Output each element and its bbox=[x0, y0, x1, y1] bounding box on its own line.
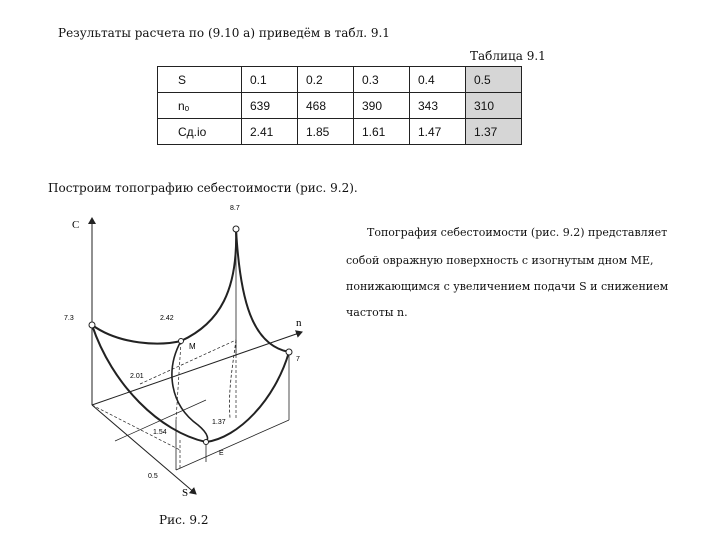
cost-topography-figure bbox=[60, 195, 320, 510]
label-1-37: 1.37 bbox=[212, 419, 226, 426]
point-top bbox=[233, 226, 239, 232]
table-cell: 0.1 bbox=[242, 67, 298, 93]
label-top: 8.7 bbox=[230, 205, 240, 212]
label-m: M bbox=[189, 342, 196, 351]
label-mid: 2.42 bbox=[160, 315, 174, 322]
label-2-01: 2.01 bbox=[130, 373, 144, 380]
table-cell: 0.4 bbox=[410, 67, 466, 93]
paragraph-line: понижающимся с увеличением подачи S и снижением bbox=[346, 280, 669, 293]
intro-text: Результаты расчета по (9.10 а) приведём в табл. 9.1 bbox=[58, 26, 390, 40]
dashed-curve bbox=[229, 340, 236, 418]
table-cell: 468 bbox=[298, 93, 354, 119]
table-cell: 1.61 bbox=[354, 119, 410, 145]
row-header-n: nₒ bbox=[158, 93, 242, 119]
label-left: 7.3 bbox=[64, 315, 74, 322]
table-row bbox=[158, 93, 522, 119]
row-header-s: S bbox=[158, 67, 242, 93]
label-1-54: 1.54 bbox=[153, 429, 167, 436]
table-cell: 0.3 bbox=[354, 67, 410, 93]
valley-curve-me bbox=[172, 341, 208, 442]
paragraph-line: Топография себестоимости (рис. 9.2) представляет bbox=[367, 226, 668, 239]
point-e bbox=[204, 440, 209, 445]
base-edge bbox=[176, 420, 289, 470]
table-cell: 390 bbox=[354, 93, 410, 119]
table-cell: 0.5 bbox=[466, 67, 522, 93]
paragraph-line: частоты n. bbox=[346, 306, 408, 319]
table-cell: 0.2 bbox=[298, 67, 354, 93]
label-e: E bbox=[219, 450, 224, 457]
surface-curve bbox=[181, 229, 236, 341]
s-axis-line bbox=[92, 405, 196, 494]
table-cell: 310 bbox=[466, 93, 522, 119]
table-cell: 1.85 bbox=[298, 119, 354, 145]
table-row bbox=[158, 119, 522, 145]
table-cell: 639 bbox=[242, 93, 298, 119]
table-cell: 2.41 bbox=[242, 119, 298, 145]
build-text: Построим топографию себестоимости (рис. 9.2). bbox=[48, 181, 358, 195]
table-cell: 1.47 bbox=[410, 119, 466, 145]
table-cell: 343 bbox=[410, 93, 466, 119]
point-m bbox=[179, 339, 184, 344]
figure-caption: Рис. 9.2 bbox=[159, 513, 209, 527]
surface-curve bbox=[206, 352, 289, 442]
s-axis-label: S bbox=[182, 487, 189, 499]
table-row bbox=[158, 67, 522, 93]
paragraph-line: собой овражную поверхность с изогнутым дном МЕ, bbox=[346, 254, 654, 267]
table-caption: Таблица 9.1 bbox=[470, 49, 546, 63]
surface-curve bbox=[92, 325, 181, 344]
label-right: 7 bbox=[296, 356, 300, 363]
c-axis-label: C bbox=[72, 219, 80, 231]
point-left bbox=[89, 322, 95, 328]
point-right bbox=[286, 349, 292, 355]
row-header-cost: Cд.iо bbox=[158, 119, 242, 145]
results-table bbox=[157, 66, 522, 145]
dashed-line bbox=[140, 340, 236, 384]
label-0-5: 0.5 bbox=[148, 473, 158, 480]
table-cell: 1.37 bbox=[466, 119, 522, 145]
n-axis-label: n bbox=[296, 317, 302, 329]
surface-curve bbox=[236, 229, 289, 352]
dashed-line bbox=[176, 342, 181, 420]
